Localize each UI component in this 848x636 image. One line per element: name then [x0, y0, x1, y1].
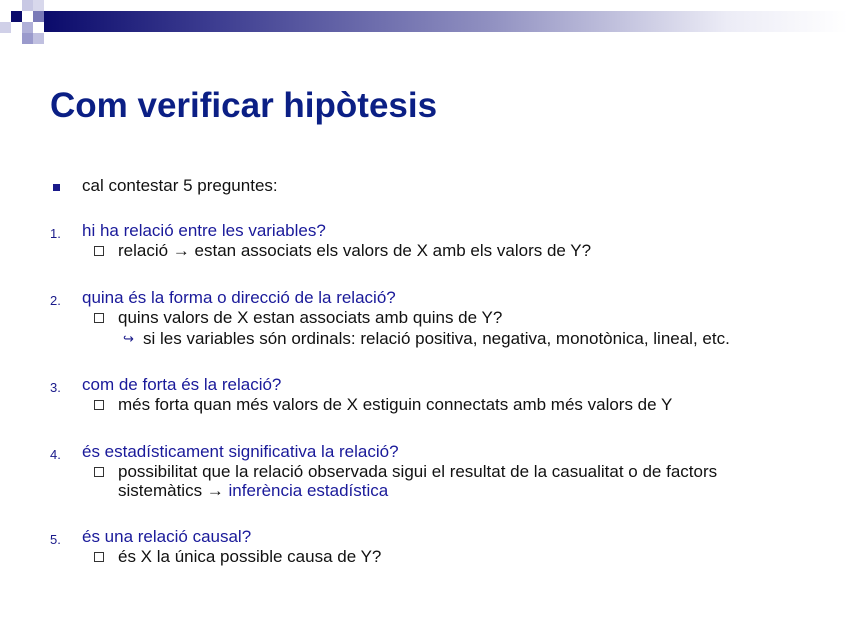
header-decoration	[0, 0, 848, 50]
question-item	[50, 441, 830, 462]
question-text: quina és la forma o direcció de la relació?	[82, 288, 396, 307]
detail-text: possibilitat que la relació observada sigui el resultat de la casualitat o de factors	[118, 462, 718, 481]
question-number: 4.	[50, 447, 61, 462]
detail-text: més forta quan més valors de X estiguin connectats amb més valors de Y	[118, 395, 673, 414]
decor-square	[33, 11, 44, 22]
question-detail	[50, 395, 830, 414]
question-detail	[50, 308, 830, 327]
detail-link-text: inferència estadística	[228, 481, 389, 500]
question-text: hi ha relació entre les variables?	[82, 221, 326, 240]
hollow-square-bullet-icon	[94, 467, 104, 477]
hollow-square-bullet-icon	[94, 313, 104, 323]
decor-square	[11, 11, 22, 22]
slide-content	[50, 176, 830, 566]
decor-square	[33, 0, 44, 11]
detail-text: relació → estan associats els valors de X amb els valors de Y?	[118, 241, 592, 260]
question-item	[50, 374, 830, 395]
decor-square	[22, 22, 33, 33]
question-item	[50, 220, 830, 241]
question-number: 3.	[50, 380, 61, 395]
question-item	[50, 526, 830, 547]
question-number: 5.	[50, 532, 61, 547]
header-gradient-bar	[44, 11, 848, 32]
intro-bullet	[50, 176, 830, 198]
decor-square	[0, 22, 11, 33]
decor-square	[22, 0, 33, 11]
question-number: 2.	[50, 293, 61, 308]
hollow-square-bullet-icon	[94, 246, 104, 256]
hollow-square-bullet-icon	[94, 552, 104, 562]
decor-square	[22, 33, 33, 44]
question-detail	[50, 462, 830, 500]
question-text: és una relació causal?	[82, 527, 252, 546]
question-detail	[50, 241, 830, 260]
question-subdetail	[50, 329, 830, 348]
question-text: com de forta és la relació?	[82, 375, 282, 394]
decor-square	[33, 33, 44, 44]
question-number: 1.	[50, 226, 61, 241]
question-detail	[50, 547, 830, 566]
detail-text: és X la única possible causa de Y?	[118, 547, 382, 566]
subdetail-text: si les variables són ordinals: relació positiva, negativa, monotònica, lineal, etc.	[143, 329, 730, 348]
intro-text: cal contestar 5 preguntes:	[82, 176, 278, 195]
slide-title: Com verificar hipòtesis	[50, 86, 438, 125]
hook-arrow-icon: ↪	[123, 331, 134, 346]
question-item	[50, 287, 830, 308]
question-text: és estadísticament significativa la relació?	[82, 442, 399, 461]
detail-text: quins valors de X estan associats amb quins de Y?	[118, 308, 503, 327]
square-bullet-icon	[53, 184, 60, 191]
detail-text: sistemàtics →	[118, 481, 229, 500]
hollow-square-bullet-icon	[94, 400, 104, 410]
